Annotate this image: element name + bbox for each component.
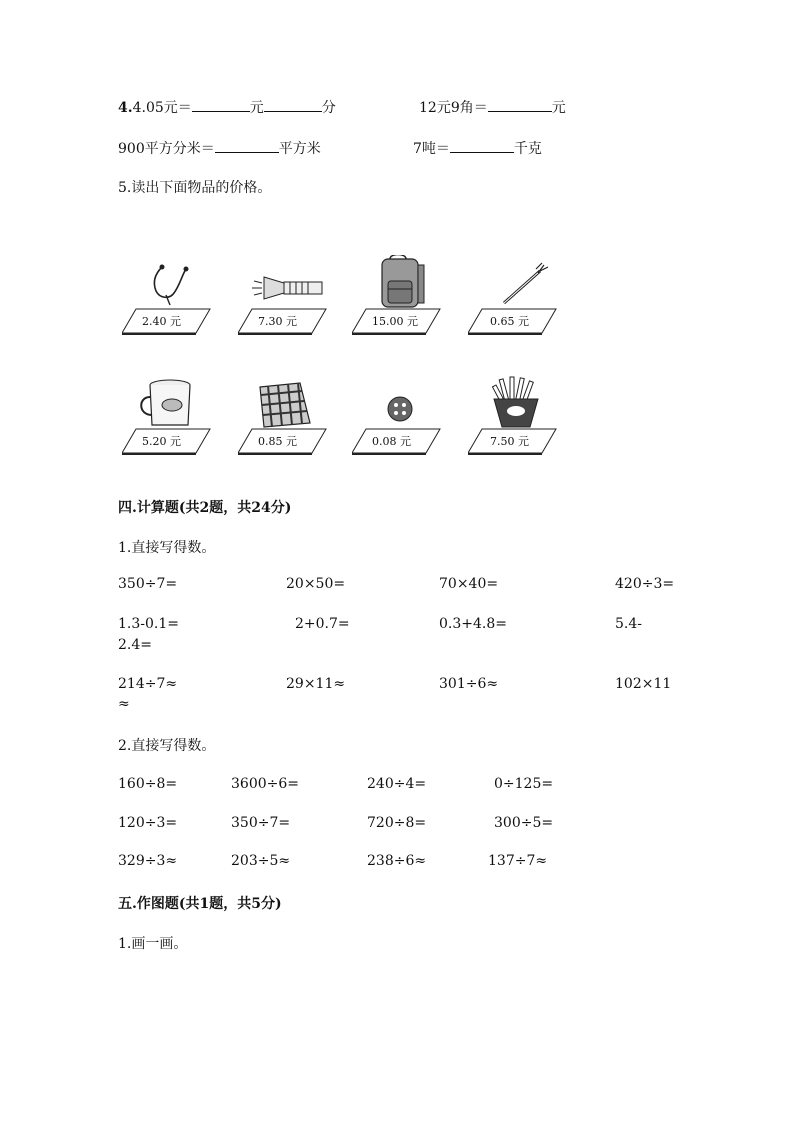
calc-item: 350÷7= [231,815,291,831]
q5-title: 5.读出下面物品的价格。 [118,180,272,196]
item-flashlight [238,255,338,335]
answer-blank[interactable] [215,138,279,153]
price-label: 0.08 元 [372,435,411,448]
calc-item: 720÷8= [367,815,427,831]
item-button [352,375,452,455]
q4-line-2 [118,138,321,158]
price-label: 7.50 元 [490,435,529,448]
calc-item: 20×50= [286,576,346,592]
q4-c-prefix: 900平方分米＝ [118,141,215,157]
answer-blank[interactable] [450,138,514,153]
q4-b-end: 元 [551,100,566,116]
calc-item: 300÷5= [494,815,554,831]
q4-number: 4. [118,100,133,116]
answer-blank[interactable] [488,97,552,112]
calc-item: 420÷3= [615,576,675,592]
s4-q2-title: 2.直接写得数。 [118,738,216,754]
q4-line-1b [419,97,566,117]
section-4-title: 四.计算题(共2题，共24分) [118,500,292,516]
q4-b-prefix: 12元9角＝ [419,100,488,116]
answer-blank[interactable] [264,97,322,112]
calc-item: 238÷6≈ [367,853,427,869]
item-fries [468,375,568,455]
item-backpack [352,255,452,335]
calc-item: 137÷7≈ [488,853,548,869]
calc-item: 70×40= [439,576,499,592]
calc-item: 160÷8= [118,776,178,792]
q4-line-2b [413,138,542,158]
item-toothbrush [468,255,568,335]
calc-item: 2+0.7= [295,616,350,632]
calc-item: 120÷3= [118,815,178,831]
s5-q1-title: 1.画一画。 [118,936,188,952]
calc-item: 0.3+4.8= [439,616,507,632]
calc-item: 350÷7= [118,576,178,592]
calc-item: 102×11 [615,676,672,692]
s4-q1-title: 1.直接写得数。 [118,540,216,556]
q4-a-prefix: 4.05元＝ [132,100,192,116]
calc-item: 329÷3≈ [118,853,178,869]
calc-item: 214÷7≈ [118,676,178,692]
price-label: 7.30 元 [258,315,297,328]
q4-a-end: 分 [321,100,336,116]
price-label: 0.85 元 [258,435,297,448]
calc-item: 0÷125= [494,776,554,792]
price-label: 5.20 元 [142,435,181,448]
item-cloth [238,375,338,455]
calc-item: 3600÷6= [231,776,299,792]
calc-item: 1.3-0.1= [118,616,179,632]
price-label: 15.00 元 [372,315,418,328]
q4-d-end: 千克 [513,141,542,157]
calc-item: 240÷4= [367,776,427,792]
item-earphones [122,255,222,335]
calc-item-wrap: ≈ [118,696,130,712]
q4-line-1 [118,97,336,117]
q4-d-prefix: 7吨＝ [413,141,450,157]
calc-item: 5.4- [615,616,642,632]
calc-item: 301÷6≈ [439,676,499,692]
q4-a-mid: 元 [249,100,264,116]
item-mug [122,375,222,455]
calc-item: 29×11≈ [286,676,346,692]
answer-blank[interactable] [192,97,250,112]
calc-item: 203÷5≈ [231,853,291,869]
price-label: 0.65 元 [490,315,529,328]
calc-item-wrap: 2.4= [118,637,152,653]
q4-c-end: 平方米 [278,141,321,157]
price-label: 2.40 元 [142,315,181,328]
section-5-title: 五.作图题(共1题，共5分) [118,896,282,912]
